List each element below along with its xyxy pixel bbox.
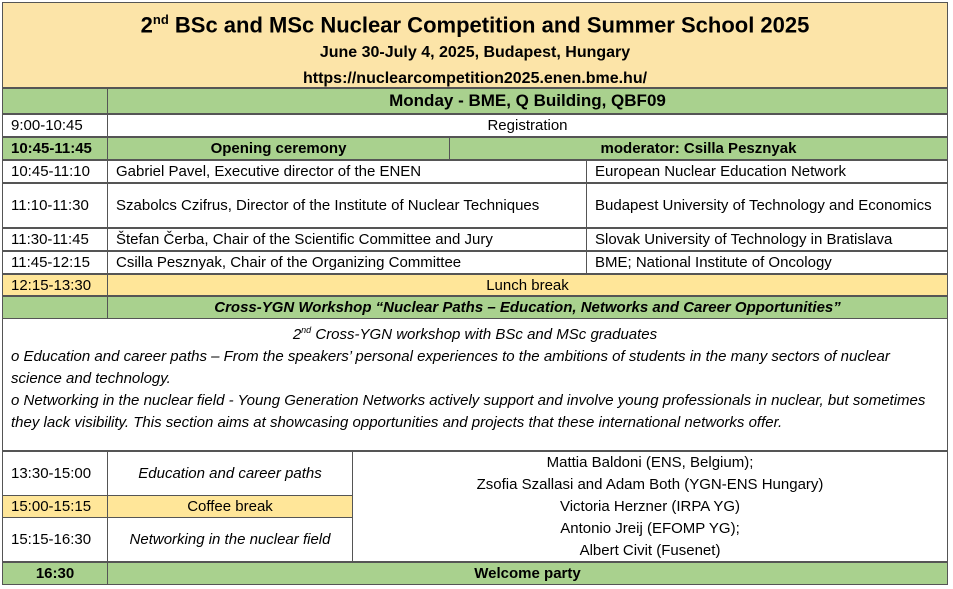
workshop-title-spacer — [2, 296, 108, 319]
opening-time: 10:45-11:45 — [2, 137, 108, 160]
coffee-event: Coffee break — [107, 495, 353, 518]
talk-org: Slovak University of Technology in Bratislava — [586, 228, 948, 251]
sessions-block — [2, 451, 948, 562]
talk-row — [2, 160, 948, 183]
workshop-topic-education: o Education and career paths – From the speakers’ personal experiences to the ambitions of students in the many sectors of nuclear science and technology. — [11, 348, 890, 387]
welcome-time: 16:30 — [2, 562, 108, 585]
workshop-ordinal-suffix: nd — [301, 325, 312, 335]
workshop-title: Cross-YGN Workshop “Nuclear Paths – Education, Networks and Career Opportunities” — [107, 296, 948, 319]
talk-time: 11:30-11:45 — [2, 228, 108, 251]
registration-event: Registration — [107, 114, 948, 137]
title-text: BSc and MSc Nuclear Competition and Summer School 2025 — [168, 12, 810, 38]
opening-event: Opening ceremony — [107, 137, 450, 160]
opening-moderator: moderator: Csilla Pesznyak — [449, 137, 948, 160]
welcome-row — [2, 562, 948, 585]
talk-org: BME; National Institute of Oncology — [586, 251, 948, 274]
talk-speaker: Gabriel Pavel, Executive director of the ENEN — [107, 160, 587, 183]
talk-row — [2, 228, 948, 251]
lunch-event: Lunch break — [107, 274, 948, 296]
workshop-description — [2, 318, 948, 451]
registration-row — [2, 114, 948, 137]
talk-speaker: Csilla Pesznyak, Chair of the Organizing Committee — [107, 251, 587, 274]
workshop-topic-networking: o Networking in the nuclear field - Young Generation Networks actively support and involve young professionals in nuclear, but sometimes they lack visibility. This section aims at showcasing opportunities and projects that these international networks offer. — [11, 392, 926, 431]
speaker: Antonio Jreij (EFOMP YG); — [560, 519, 740, 537]
workshop-ordinal: 2 — [292, 326, 302, 343]
page-header — [2, 2, 948, 88]
speaker: Albert Civit (Fusenet) — [579, 541, 721, 559]
talk-row — [2, 251, 948, 274]
talk-org: Budapest University of Technology and Economics — [586, 183, 948, 228]
speaker: Mattia Baldoni (ENS, Belgium); — [546, 453, 754, 471]
lunch-row — [2, 274, 948, 296]
talk-org: European Nuclear Education Network — [586, 160, 948, 183]
event-title — [3, 5, 947, 40]
lunch-time: 12:15-13:30 — [2, 274, 108, 296]
title-ordinal-suffix: nd — [152, 12, 169, 27]
talk-time: 10:45-11:10 — [2, 160, 108, 183]
talk-time: 11:10-11:30 — [2, 183, 108, 228]
day-title-spacer — [2, 88, 108, 114]
talk-speaker: Szabolcs Czifrus, Director of the Institute of Nuclear Techniques — [107, 183, 587, 228]
registration-time: 9:00-10:45 — [2, 114, 108, 137]
workshop-subtitle — [11, 319, 939, 346]
workshop-title-row — [2, 296, 948, 319]
day-title-row — [2, 88, 948, 114]
talk-row — [2, 183, 948, 228]
talk-speaker: Štefan Čerba, Chair of the Scientific Committee and Jury — [107, 228, 587, 251]
event-url[interactable]: https://nuclearcompetition2025.enen.bme.hu/ — [302, 70, 648, 88]
session1-time: 13:30-15:00 — [2, 451, 108, 496]
talk-time: 11:45-12:15 — [2, 251, 108, 274]
speakers-list — [352, 451, 948, 562]
workshop-subtitle-text: Cross-YGN workshop with BSc and MSc graduates — [311, 326, 658, 343]
speaker: Victoria Herzner (IRPA YG) — [559, 497, 741, 515]
event-dates: June 30-July 4, 2025, Budapest, Hungary — [319, 44, 631, 62]
welcome-event: Welcome party — [107, 562, 948, 585]
coffee-time: 15:00-15:15 — [2, 495, 108, 518]
session2-topic: Networking in the nuclear field — [107, 517, 353, 562]
title-ordinal: 2 — [140, 12, 153, 38]
speaker: Zsofia Szallasi and Adam Both (YGN-ENS Hungary) — [476, 475, 824, 493]
session2-time: 15:15-16:30 — [2, 517, 108, 562]
session1-topic: Education and career paths — [107, 451, 353, 496]
opening-row — [2, 137, 948, 160]
day-title: Monday - BME, Q Building, QBF09 — [107, 88, 948, 114]
